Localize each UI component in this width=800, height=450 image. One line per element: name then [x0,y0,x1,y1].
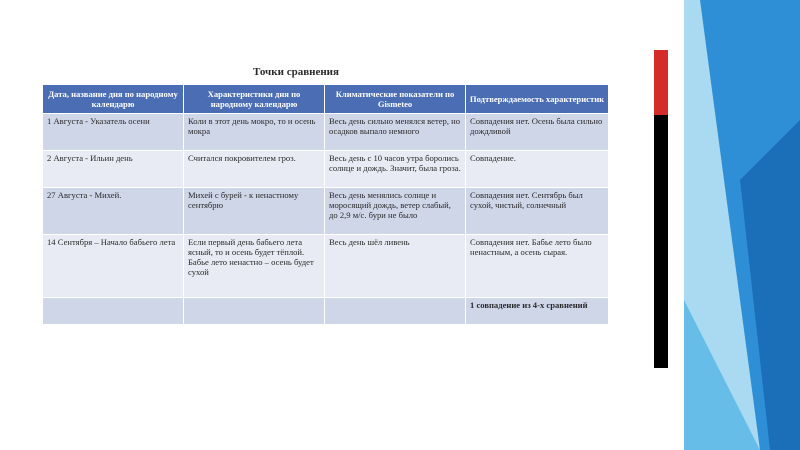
accent-bar [654,50,668,368]
cell-date: 1 Августа - Указатель осени [43,114,184,151]
cell-climate: Весь день менялись солнце и моросящий дождь, ветер слабый, до 2,9 м/с. бури не было [325,188,466,235]
table-header-row [43,85,609,114]
cell-confirm: Совпадения нет. Сентябрь был сухой, чистый, солнечный [466,188,609,235]
cell-folk: Считался покровителем гроз. [184,151,325,188]
table-title: Точки сравнения [253,66,339,78]
header-folk: Характеристики дня по народному календарю [184,85,325,114]
cell-confirm: Совпадения нет. Осень была сильно дождливой [466,114,609,151]
cell-confirm: Совпадение. [466,151,609,188]
cell-folk: Михей с бурей - к ненастному сентябрю [184,188,325,235]
cell-folk: Если первый день бабьего лета ясный, то и осень будет тёплой. Бабье лето ненастно – осень будет сухой [184,235,325,298]
cell-climate: Весь день с 10 часов утра боролись солнце и дождь. Значит, была гроза. [325,151,466,188]
cell-date: 2 Августа - Ильин день [43,151,184,188]
cell-folk: Коли в этот день мокро, то и осень мокра [184,114,325,151]
cell-climate [325,298,466,325]
cell-date: 14 Сентября – Начало бабьего лета [43,235,184,298]
table-row [43,151,609,188]
cell-date [43,298,184,325]
header-date: Дата, название дня по народному календарю [43,85,184,114]
comparison-table [42,84,609,325]
cell-folk [184,298,325,325]
cell-confirm: Совпадения нет. Бабье лето было ненастным, а осень сырая. [466,235,609,298]
table-row [43,188,609,235]
cell-date: 27 Августа - Михей. [43,188,184,235]
table-row-summary [43,298,609,325]
table-row [43,235,609,298]
cell-climate: Весь день шёл ливень [325,235,466,298]
header-climate: Климатические показатели по Gismeteo [325,85,466,114]
header-confirm: Подтверждаемость характеристик [466,85,609,114]
cell-climate: Весь день сильно менялся ветер, но осадков выпало немного [325,114,466,151]
table-row [43,114,609,151]
cell-summary: 1 совпадение из 4-х сравнений [466,298,609,325]
accent-bar-red [654,50,668,115]
